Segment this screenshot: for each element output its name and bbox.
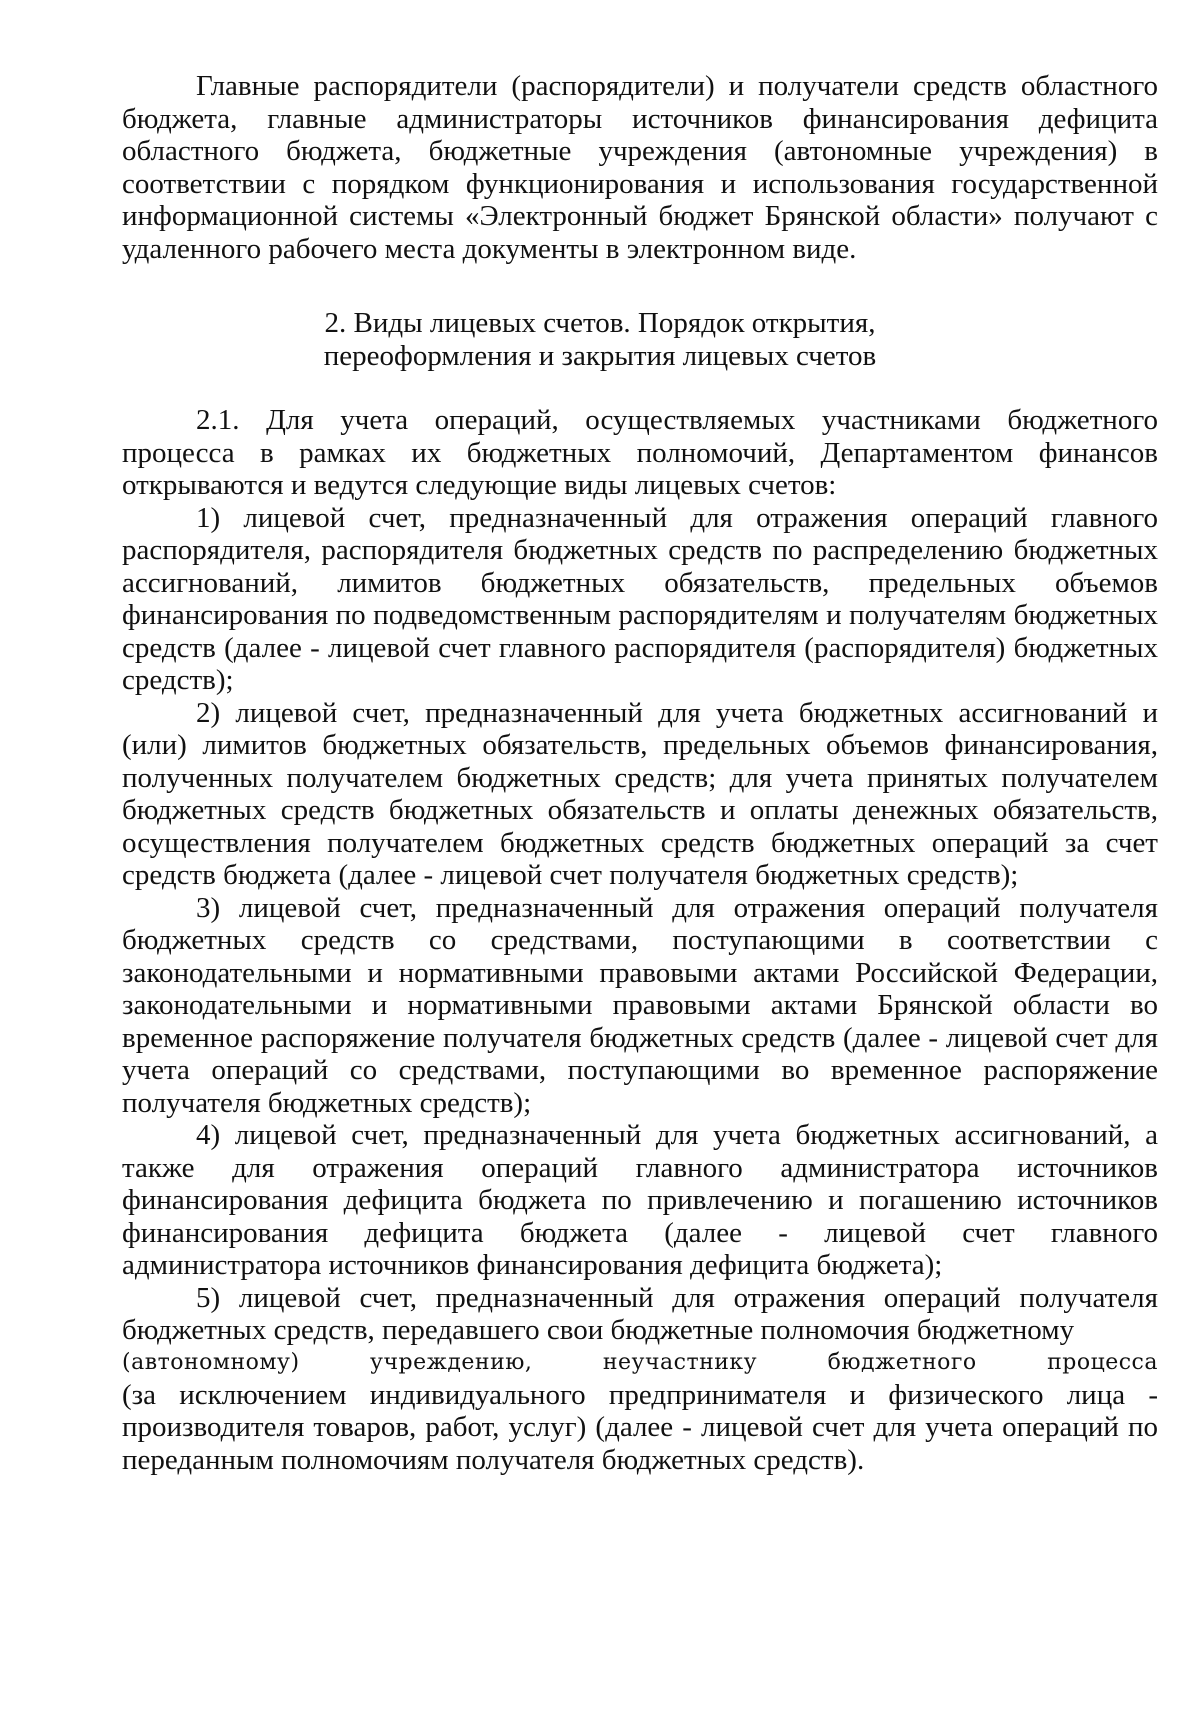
- list-item-1: 1) лицевой счет, предназначенный для отражения операций главного распорядителя, распорядителя бюджетных средств по распределению бюджетных ассигнований, лимитов бюджетных обязательств, предельных объемов финансирования по подведомственным распорядителям и получателям бюджетных средств (далее - лицевой счет главного распорядителя (распорядителя) бюджетных средств);: [122, 501, 1158, 696]
- list-item-5-part-1: 5) лицевой счет, предназначенный для отражения операций получателя бюджетных средств, передавшего свои бюджетные полномочия бюджетному: [122, 1281, 1158, 1346]
- list-item-5-odd-line: (автономному) учреждению, неучастнику бюджетного процесса: [122, 1349, 1158, 1375]
- intro-paragraph: Главные распорядители (распорядители) и получатели средств областного бюджета, главные администраторы источников финансирования дефицита областного бюджета, бюджетные учреждения (автономные учреждения) в соответствии с порядком функционирования и использования государственной информационной системы «Электронный бюджет Брянской области» получают с удаленного рабочего места документы в электронном виде.: [122, 70, 1158, 265]
- section-heading: [0, 307, 1200, 372]
- clause-body: [122, 404, 1158, 1476]
- list-item-5-part-2: (за исключением индивидуального предпринимателя и физического лица - производителя товаров, работ, услуг) (далее - лицевой счет для учета операций по переданным полномочиям получателя бюджетных средств).: [122, 1378, 1158, 1476]
- list-item-3: 3) лицевой счет, предназначенный для отражения операций получателя бюджетных средств со средствами, поступающими в соответствии с законодательными и нормативными правовыми актами Российской Федерации, законодательными и нормативными правовыми актами Брянской области во временное распоряжение получателя бюджетных средств (далее - лицевой счет для учета операций со средствами, поступающими во временное распоряжение получателя бюджетных средств);: [122, 891, 1158, 1119]
- list-item-5: [122, 1282, 1158, 1477]
- list-item-2: 2) лицевой счет, предназначенный для учета бюджетных ассигнований и (или) лимитов бюджетных обязательств, предельных объемов финансирования, полученных получателем бюджетных средств; для учета принятых получателем бюджетных средств бюджетных обязательств и оплаты денежных обязательств, осуществления получателем бюджетных средств бюджетных операций за счет средств бюджета (далее - лицевой счет получателя бюджетных средств);: [122, 696, 1158, 891]
- clause-2-1: 2.1. Для учета операций, осуществляемых участниками бюджетного процесса в рамках их бюджетных полномочий, Департаментом финансов открываются и ведутся следующие виды лицевых счетов:: [122, 404, 1158, 501]
- list-item-4: 4) лицевой счет, предназначенный для учета бюджетных ассигнований, а также для отражения операций главного администратора источников финансирования дефицита бюджета по привлечению и погашению источников финансирования дефицита бюджета (далее - лицевой счет главного администратора источников финансирования дефицита бюджета);: [122, 1119, 1158, 1281]
- section-heading-line-1: 2. Виды лицевых счетов. Порядок открытия,: [324, 307, 876, 339]
- section-heading-line-2: переоформления и закрытия лицевых счетов: [323, 339, 877, 372]
